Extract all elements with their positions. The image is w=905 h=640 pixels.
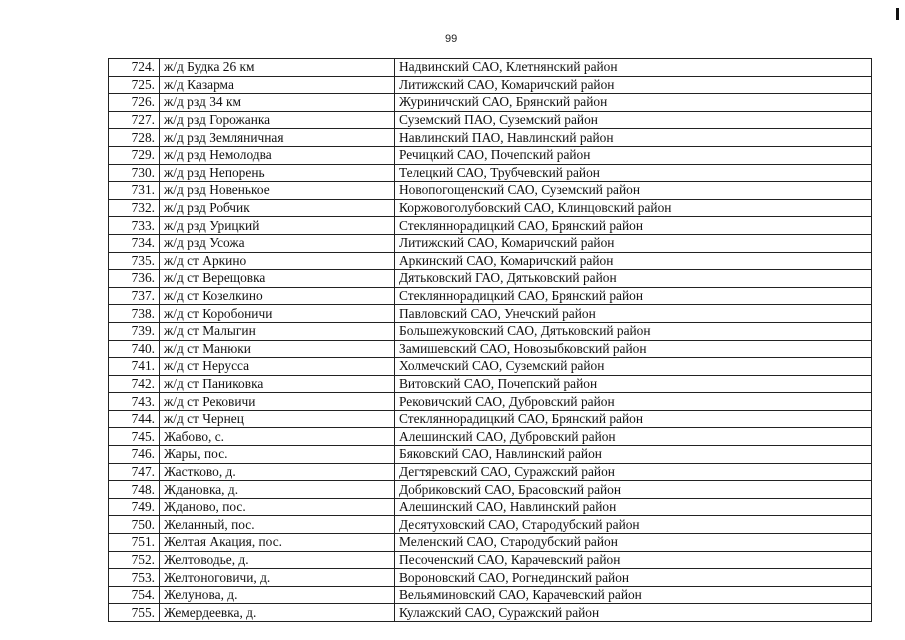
settlement-name: ж/д рзд Усожа	[160, 234, 395, 252]
table-row	[109, 270, 872, 288]
table-row	[109, 146, 872, 164]
table-row	[109, 322, 872, 340]
table-row	[109, 305, 872, 323]
row-number: 727.	[109, 111, 160, 129]
row-number: 730.	[109, 164, 160, 182]
district-name: Алешинский САО, Дубровский район	[395, 428, 872, 446]
table-row	[109, 586, 872, 604]
district-name: Рековичский САО, Дубровский район	[395, 393, 872, 411]
row-number: 736.	[109, 270, 160, 288]
settlement-name: ж/д ст Козелкино	[160, 287, 395, 305]
district-name: Витовский САО, Почепский район	[395, 375, 872, 393]
table-row	[109, 375, 872, 393]
table-row	[109, 498, 872, 516]
settlement-name: ж/д Будка 26 км	[160, 59, 395, 77]
district-name: Стекляннорадицкий САО, Брянский район	[395, 410, 872, 428]
district-name: Меленский САО, Стародубский район	[395, 534, 872, 552]
row-number: 726.	[109, 94, 160, 112]
settlement-name: ж/д ст Верещовка	[160, 270, 395, 288]
settlement-table	[108, 58, 872, 622]
settlement-name: Желанный, пос.	[160, 516, 395, 534]
table-row	[109, 59, 872, 77]
district-name: Дятьковский ГАО, Дятьковский район	[395, 270, 872, 288]
settlement-name: ж/д рзд Немолодва	[160, 146, 395, 164]
district-name: Кулажский САО, Суражский район	[395, 604, 872, 622]
table-row	[109, 129, 872, 147]
settlement-name: Желунова, д.	[160, 586, 395, 604]
row-number: 748.	[109, 481, 160, 499]
row-number: 744.	[109, 410, 160, 428]
table-row	[109, 551, 872, 569]
district-name: Алешинский САО, Навлинский район	[395, 498, 872, 516]
district-name: Песоченский САО, Карачевский район	[395, 551, 872, 569]
row-number: 754.	[109, 586, 160, 604]
table-row	[109, 252, 872, 270]
row-number: 745.	[109, 428, 160, 446]
row-number: 733.	[109, 217, 160, 235]
row-number: 725.	[109, 76, 160, 94]
corner-mark	[896, 8, 899, 20]
table-row	[109, 393, 872, 411]
row-number: 746.	[109, 446, 160, 464]
row-number: 731.	[109, 182, 160, 200]
table-row	[109, 199, 872, 217]
district-name: Речицкий САО, Почепский район	[395, 146, 872, 164]
settlement-name: ж/д ст Рековичи	[160, 393, 395, 411]
district-name: Аркинский САО, Комаричский район	[395, 252, 872, 270]
table-row	[109, 463, 872, 481]
settlement-name: Жабово, с.	[160, 428, 395, 446]
settlement-name: ж/д рзд Земляничная	[160, 129, 395, 147]
settlement-name: ж/д ст Манюки	[160, 340, 395, 358]
district-name: Большежуковский САО, Дятьковский район	[395, 322, 872, 340]
table-row	[109, 516, 872, 534]
row-number: 743.	[109, 393, 160, 411]
district-name: Навлинский ПАО, Навлинский район	[395, 129, 872, 147]
settlement-name: ж/д рзд Урицкий	[160, 217, 395, 235]
settlement-name: ж/д рзд Непорень	[160, 164, 395, 182]
settlement-name: Жданово, пос.	[160, 498, 395, 516]
district-name: Дегтяревский САО, Суражский район	[395, 463, 872, 481]
row-number: 741.	[109, 358, 160, 376]
row-number: 751.	[109, 534, 160, 552]
district-name: Замишевский САО, Новозыбковский район	[395, 340, 872, 358]
settlement-name: Жемердеевка, д.	[160, 604, 395, 622]
table-row	[109, 340, 872, 358]
district-name: Коржовоголубовский САО, Клинцовский район	[395, 199, 872, 217]
settlement-name: Желтоноговичи, д.	[160, 569, 395, 587]
table-row	[109, 481, 872, 499]
row-number: 742.	[109, 375, 160, 393]
table-row	[109, 428, 872, 446]
district-name: Десятуховский САО, Стародубский район	[395, 516, 872, 534]
row-number: 738.	[109, 305, 160, 323]
row-number: 739.	[109, 322, 160, 340]
settlement-name: ж/д ст Нерусса	[160, 358, 395, 376]
district-name: Вельяминовский САО, Карачевский район	[395, 586, 872, 604]
settlement-name: ж/д ст Аркино	[160, 252, 395, 270]
table-row	[109, 94, 872, 112]
district-name: Холмечский САО, Суземский район	[395, 358, 872, 376]
district-name: Журиничский САО, Брянский район	[395, 94, 872, 112]
settlement-name: Ждановка, д.	[160, 481, 395, 499]
table-row	[109, 287, 872, 305]
district-name: Стекляннорадицкий САО, Брянский район	[395, 287, 872, 305]
district-name: Суземский ПАО, Суземский район	[395, 111, 872, 129]
district-name: Бяковский САО, Навлинский район	[395, 446, 872, 464]
table-row	[109, 217, 872, 235]
district-name: Литижский САО, Комаричский район	[395, 234, 872, 252]
settlement-name: ж/д ст Паниковка	[160, 375, 395, 393]
settlement-name: ж/д ст Коробоничи	[160, 305, 395, 323]
district-name: Стекляннорадицкий САО, Брянский район	[395, 217, 872, 235]
table-row	[109, 164, 872, 182]
district-name: Телецкий САО, Трубчевский район	[395, 164, 872, 182]
table-row	[109, 534, 872, 552]
settlement-name: ж/д рзд Горожанка	[160, 111, 395, 129]
settlement-name: Жары, пос.	[160, 446, 395, 464]
row-number: 734.	[109, 234, 160, 252]
row-number: 724.	[109, 59, 160, 77]
row-number: 737.	[109, 287, 160, 305]
row-number: 752.	[109, 551, 160, 569]
table-row	[109, 182, 872, 200]
row-number: 728.	[109, 129, 160, 147]
table-row	[109, 446, 872, 464]
page-number: 99	[445, 33, 458, 45]
row-number: 753.	[109, 569, 160, 587]
settlement-name: Желтоводье, д.	[160, 551, 395, 569]
settlement-name: ж/д ст Малыгин	[160, 322, 395, 340]
row-number: 740.	[109, 340, 160, 358]
district-name: Литижский САО, Комаричский район	[395, 76, 872, 94]
row-number: 755.	[109, 604, 160, 622]
row-number: 750.	[109, 516, 160, 534]
settlement-name: Желтая Акация, пос.	[160, 534, 395, 552]
settlement-name: ж/д ст Чернец	[160, 410, 395, 428]
district-name: Вороновский САО, Рогнединский район	[395, 569, 872, 587]
table-row	[109, 604, 872, 622]
table-row	[109, 569, 872, 587]
row-number: 749.	[109, 498, 160, 516]
table-row	[109, 234, 872, 252]
settlement-name: ж/д рзд Робчик	[160, 199, 395, 217]
row-number: 729.	[109, 146, 160, 164]
row-number: 747.	[109, 463, 160, 481]
table-row	[109, 410, 872, 428]
table-row	[109, 358, 872, 376]
row-number: 732.	[109, 199, 160, 217]
district-name: Новопогощенский САО, Суземский район	[395, 182, 872, 200]
table-row	[109, 76, 872, 94]
district-name: Добриковский САО, Брасовский район	[395, 481, 872, 499]
district-name: Павловский САО, Унечский район	[395, 305, 872, 323]
table-row	[109, 111, 872, 129]
settlement-name: ж/д Казарма	[160, 76, 395, 94]
settlement-name: Жастково, д.	[160, 463, 395, 481]
district-name: Надвинский САО, Клетнянский район	[395, 59, 872, 77]
settlement-name: ж/д рзд 34 км	[160, 94, 395, 112]
row-number: 735.	[109, 252, 160, 270]
table-body	[109, 59, 872, 622]
settlement-name: ж/д рзд Новенькое	[160, 182, 395, 200]
